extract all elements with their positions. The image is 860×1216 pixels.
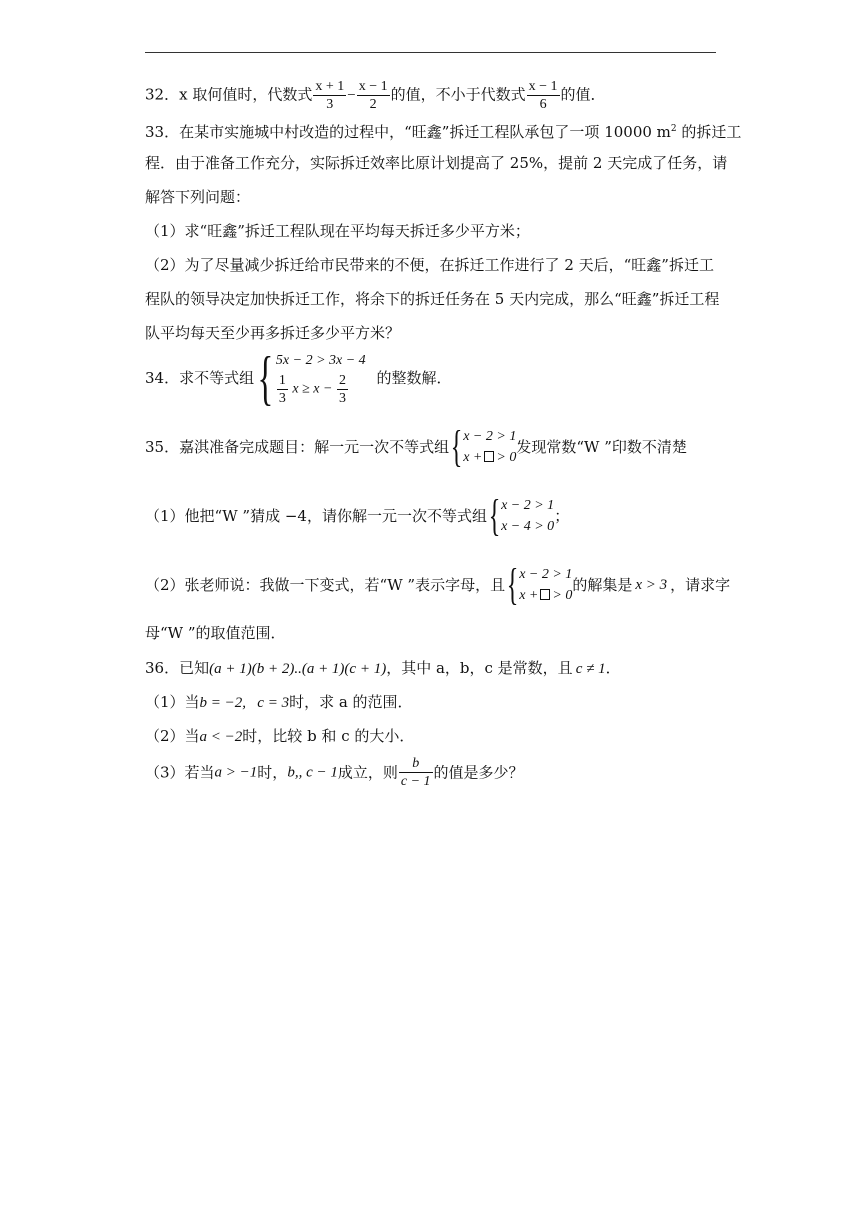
q36-p1-prefix: （1）当 [145, 693, 200, 711]
q33-line-2: 程．由于准备工作充分，实际拆迁效率比原计划提高了 25%，提前 2 天完成了任务，请 [145, 154, 728, 172]
question-36 [145, 658, 621, 679]
q36-part-3 [145, 755, 524, 790]
q36-p1-suffix: 时，求 a 的范围． [289, 693, 413, 711]
question-34 [145, 345, 452, 411]
q36-p2-prefix: （2）当 [145, 727, 200, 745]
q35-p1-suffix: ； [554, 507, 570, 525]
fraction [399, 755, 433, 790]
q34-prefix: 34．求不等式组 [145, 369, 255, 387]
q33-text-end: 的拆迁工 [676, 123, 742, 141]
q35-part-2 [145, 560, 731, 609]
fraction-numerator: x − 1 [528, 79, 558, 94]
minus-sign: − [347, 87, 356, 104]
fraction-denominator: 6 [539, 97, 547, 112]
system-rows [519, 564, 572, 606]
q35-p2-prefix: （2）张老师说：我做一下变式，若“W ”表示字母，且 [145, 576, 506, 594]
inequality-system [487, 491, 555, 540]
fraction-denominator: 3 [338, 390, 346, 406]
question-35 [145, 422, 687, 471]
fraction-numerator: b [399, 755, 433, 773]
system-row-2 [519, 585, 572, 606]
question-32 [145, 78, 606, 113]
system-rows [463, 426, 516, 468]
fraction-numerator: 1 [278, 372, 286, 388]
inequality-system [449, 422, 517, 471]
fraction-denominator: 3 [326, 97, 334, 112]
q36-p2-expression: a < −2 [199, 729, 243, 745]
q32-suffix: 的值． [560, 85, 606, 104]
q33-part-2-line-1: （2）为了尽量减少拆迁给市民带来的不便，在拆迁工作进行了 2 天后，“旺鑫”拆迁工 [145, 256, 714, 274]
q34-suffix: 的整数解． [376, 369, 452, 387]
unclear-constant-box [484, 451, 494, 462]
q36-p3-middle-2: 成立，则 [337, 763, 398, 782]
fraction-denominator: 3 [278, 390, 286, 406]
system-rows [276, 350, 366, 407]
row-2-middle: x ≥ x − [292, 381, 333, 397]
q36-expression: (a + 1)(b + 2)..(a + 1)(c + 1) [209, 661, 387, 677]
q33-line-1 [145, 119, 741, 142]
inequality-system [505, 560, 573, 609]
left-brace: { [488, 491, 501, 540]
fraction-denominator: c − 1 [400, 774, 431, 789]
unclear-constant-box [540, 589, 550, 600]
row-2-lhs: x + [519, 588, 539, 603]
q35-p1-prefix: （1）他把“W ”猜成 −4，请你解一元一次不等式组 [145, 507, 487, 525]
q35-prefix: 35．嘉淇准备完成题目：解一元一次不等式组 [145, 438, 450, 456]
left-brace: { [257, 345, 274, 411]
q35-suffix: 发现常数“W ”印数不清楚 [516, 438, 687, 456]
inequality-system [254, 345, 366, 411]
q33-part-2-line-3: 队平均每天至少再多拆迁多少平方米？ [145, 324, 401, 342]
solution-set: x > 3 [635, 577, 668, 593]
q36-p3-suffix: 的值是多少？ [433, 763, 524, 782]
q36-p3-expression-2: b,, c − 1 [287, 764, 338, 781]
q36-condition: c ≠ 1 [575, 661, 606, 677]
q35-part-1 [145, 491, 570, 540]
fraction-numerator: 2 [338, 372, 346, 388]
fraction [357, 78, 390, 113]
q35-p2-middle: 的解集是 [572, 576, 633, 594]
left-brace: { [450, 422, 463, 471]
q32-prefix: 32．x 取何值时，代数式 [145, 85, 313, 104]
q36-middle: ，其中 a，b，c 是常数，且 [386, 659, 573, 677]
fraction-denominator: 2 [369, 97, 377, 112]
q36-part-1 [145, 692, 413, 713]
row-2-lhs: x + [463, 450, 483, 465]
system-row-2 [463, 447, 516, 468]
q33-part-1: （1）求“旺鑫”拆迁工程队现在平均每天拆迁多少平方米； [145, 222, 530, 240]
q36-end: ． [605, 659, 621, 677]
q36-p3-expression-1: a > −1 [214, 764, 258, 781]
q33-text: 33．在某市实施城中村改造的过程中，“旺鑫”拆迁工程队承包了一项 10000 m [145, 123, 671, 141]
fraction [313, 78, 346, 113]
system-row-2: x − 4 > 0 [501, 519, 555, 534]
row-2-rhs: > 0 [552, 588, 573, 603]
row-2-rhs: > 0 [496, 450, 517, 465]
q33-line-3: 解答下列问题： [145, 188, 251, 206]
q32-middle-text: 的值，不小于代数式 [390, 85, 526, 104]
fraction [527, 78, 560, 113]
left-brace: { [506, 560, 519, 609]
fraction-numerator: x + 1 [315, 79, 345, 94]
q36-prefix: 36．已知 [145, 659, 210, 677]
q36-p3-prefix: （3）若当 [145, 763, 215, 782]
system-row-1: 5x − 2 > 3x − 4 [275, 352, 366, 368]
q35-part-2-line-2: 母“W ”的取值范围． [145, 624, 286, 642]
system-row-1: x − 2 > 1 [501, 498, 555, 513]
system-row-1: x − 2 > 1 [463, 429, 517, 444]
header-rule [145, 52, 716, 53]
q36-p2-suffix: 时，比较 b 和 c 的大小． [242, 727, 415, 745]
q36-p3-middle: 时， [257, 763, 288, 782]
q36-part-2 [145, 726, 414, 747]
q36-p1-expression: b = −2, c = 3 [199, 695, 290, 711]
q35-p2-suffix: ，请求字 [670, 576, 731, 594]
system-row-2 [276, 372, 366, 407]
superscript: 2 [670, 124, 677, 134]
system-row-1: x − 2 > 1 [519, 567, 573, 582]
q33-part-2-line-2: 程队的领导决定加快拆迁工作，将余下的拆迁任务在 5 天内完成，那么“旺鑫”拆迁工程 [145, 290, 720, 308]
fraction-numerator: x − 1 [358, 79, 388, 94]
system-rows [501, 495, 554, 537]
